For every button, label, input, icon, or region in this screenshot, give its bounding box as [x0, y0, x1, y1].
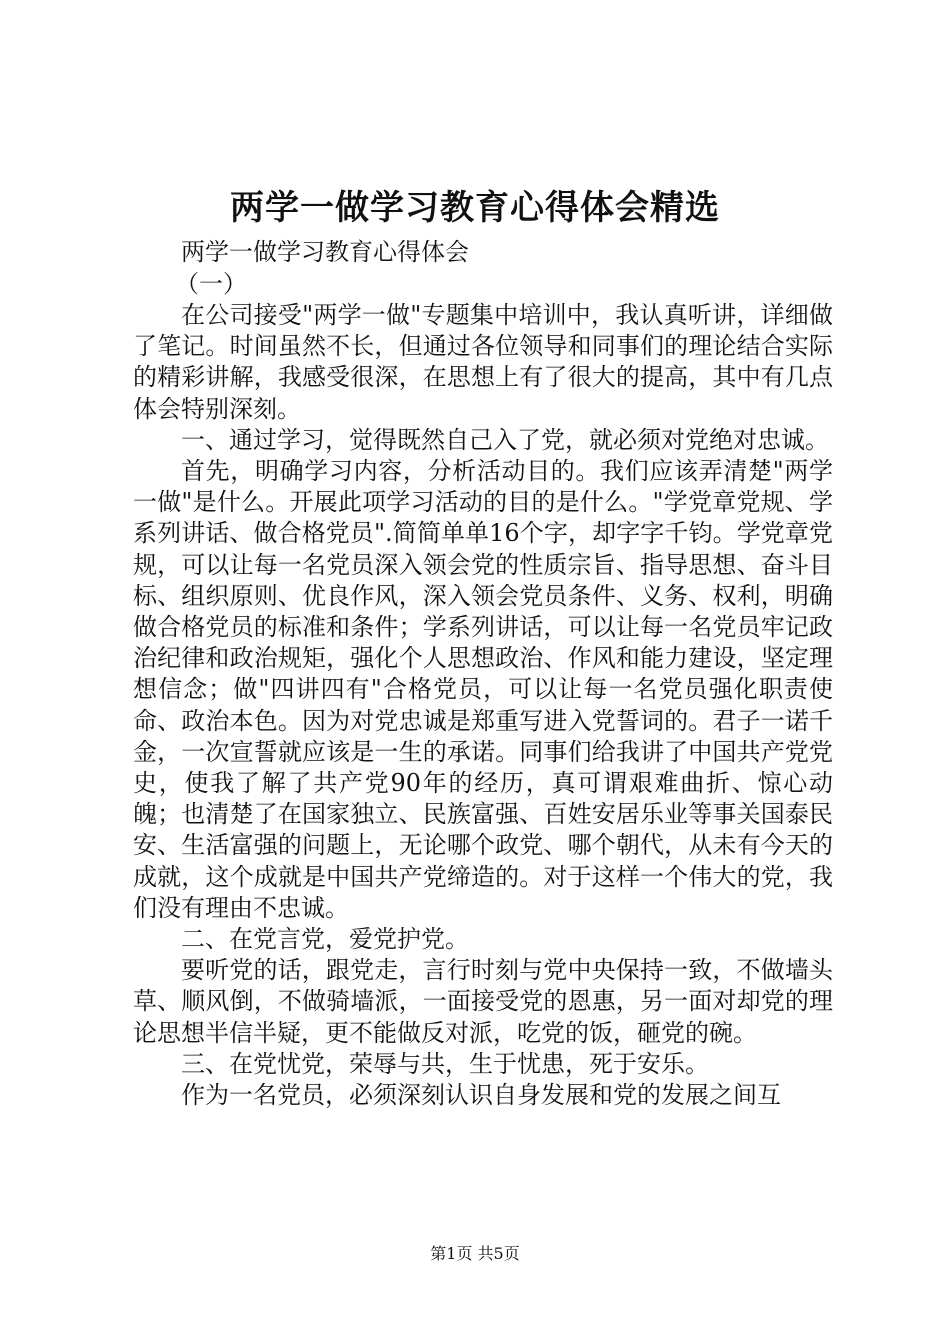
paragraph-section-3: 作为一名党员，必须深刻认识自身发展和党的发展之间互	[181, 1081, 781, 1110]
section-marker: （一）	[175, 270, 247, 298]
document-title: 两学一做学习教育心得体会精选	[230, 188, 720, 228]
section-heading-1: 一、通过学习，觉得既然自己入了党，就必须对党绝对忠诚。	[181, 425, 829, 454]
document-subtitle: 两学一做学习教育心得体会	[181, 238, 469, 266]
section-heading-2: 二、在党言党，爱党护党。	[181, 925, 469, 954]
paragraph-section-1: 首先，明确学习内容，分析活动目的。我们应该弄清楚"两学一做"是什么。开展此项学习活动的目的是什么。"学党章党规、学系列讲话、做合格党员".简简单单16个字，却字字千钧。学党章党规，可以让每一名党员深入领会党的性质宗旨、指导思想、奋斗目标、组织原则、优良作风，深入领会党员条件、义务、权利，明确做合格党员的标准和条件；学系列讲话，可以让每一名党员牢记政治纪律和政治规矩，强化个人思想政治、作风和能力建设，坚定理想信念；做"四讲四有"合格党员，可以让每一名党员强化职责使命、政治本色。因为对党忠诚是郑重写进入党誓词的。君子一诺千金，一次宣誓就应该是一生的承诺。同事们给我讲了中国共产党党史，使我了解了共产党90年的经历，真可谓艰难曲折、惊心动魄；也清楚了在国家独立、民族富强、百姓安居乐业等事关国泰民安、生活富强的问题上，无论哪个政党、哪个朝代，从未有今天的成就，这个成就是中国共产党缔造的。对于这样一个伟大的党，我们没有理由不忠诚。	[133, 457, 833, 922]
page-footer: 第1页 共5页	[430, 1244, 520, 1263]
paragraph-section-2: 要听党的话，跟党走，言行时刻与党中央保持一致，不做墙头草、顺风倒，不做骑墙派，一面接受党的恩惠，另一面对却党的理论思想半信半疑，更不能做反对派，吃党的饭，砸党的碗。	[133, 956, 833, 1047]
document-body	[133, 300, 833, 1111]
section-heading-3: 三、在党忧党，荣辱与共，生于忧患，死于安乐。	[181, 1049, 709, 1078]
paragraph-intro: 在公司接受"两学一做"专题集中培训中，我认真听讲，详细做了笔记。时间虽然不长，但通过各位领导和同事们的理论结合实际的精彩讲解，我感受很深，在思想上有了很大的提高，其中有几点体会特别深刻。	[133, 301, 833, 423]
